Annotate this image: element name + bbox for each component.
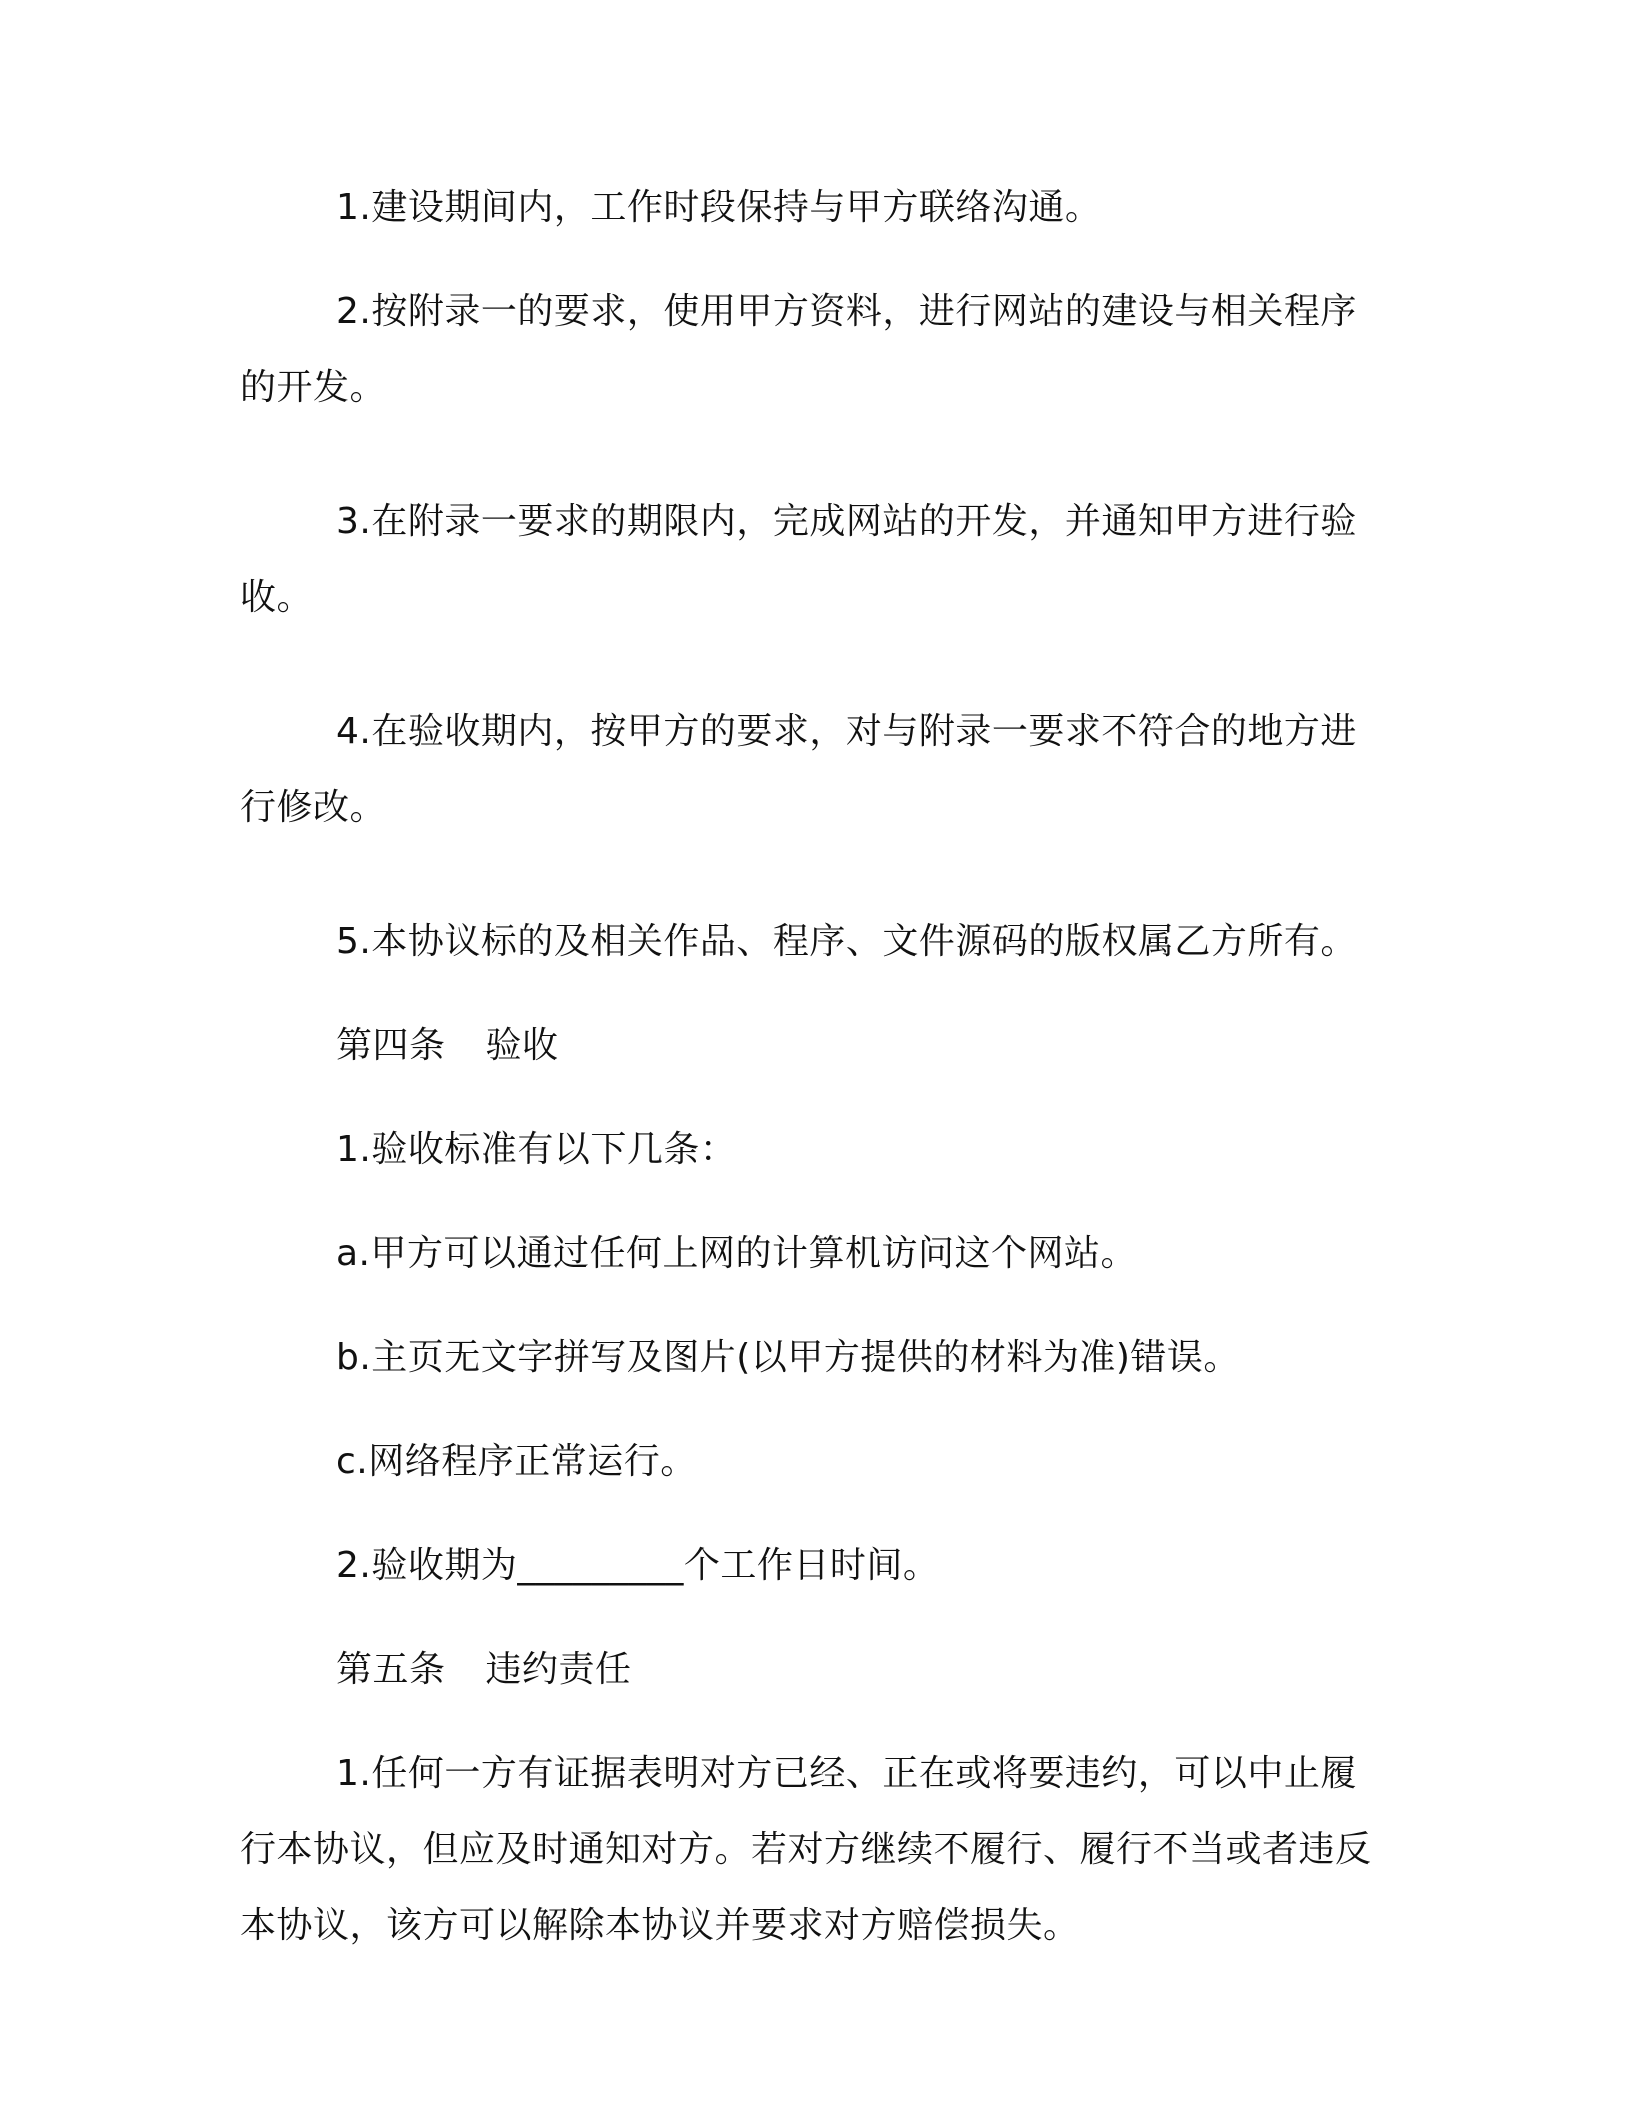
- acceptance-criterion-a: a.甲方可以通过任何上网的计算机访问这个网站。: [336, 1233, 1138, 1274]
- article-4-heading: [240, 1008, 1390, 1084]
- article-5-heading: [240, 1632, 1390, 1708]
- article-4-title: 验收: [485, 1025, 559, 1066]
- article-5-title: 违约责任: [485, 1649, 632, 1690]
- liability-item-1: 1.任何一方有证据表明对方已经、正在或将要违约，可以中止履行本协议，但应及时通知对方。若对方继续不履行、履行不当或者违反本协议，该方可以解除本协议并要求对方赔偿损失。: [240, 1753, 1372, 1946]
- obligation-item-4: 4.在验收期内，按甲方的要求，对与附录一要求不符合的地方进行修改。: [240, 711, 1357, 828]
- acceptance-criterion-c: c.网络程序正常运行。: [336, 1441, 697, 1482]
- article-5-number: 第五条: [336, 1649, 446, 1690]
- obligation-item-3: 3.在附录一要求的期限内，完成网站的开发，并通知甲方进行验收。: [240, 501, 1357, 618]
- document-body: [240, 170, 1390, 2022]
- obligation-item-1: 1.建设期间内，工作时段保持与甲方联络沟通。: [336, 187, 1102, 228]
- acceptance-criterion-b: b.主页无文字拼写及图片(以甲方提供的材料为准)错误。: [336, 1337, 1240, 1378]
- obligation-item-2: 2.按附录一的要求，使用甲方资料，进行网站的建设与相关程序的开发。: [240, 291, 1357, 408]
- acceptance-period: 2.验收期为_________个工作日时间。: [336, 1545, 940, 1586]
- article-4-number: 第四条: [336, 1025, 446, 1066]
- obligation-item-5: 5.本协议标的及相关作品、程序、文件源码的版权属乙方所有。: [336, 921, 1357, 962]
- acceptance-criteria-intro: 1.验收标准有以下几条：: [336, 1129, 737, 1170]
